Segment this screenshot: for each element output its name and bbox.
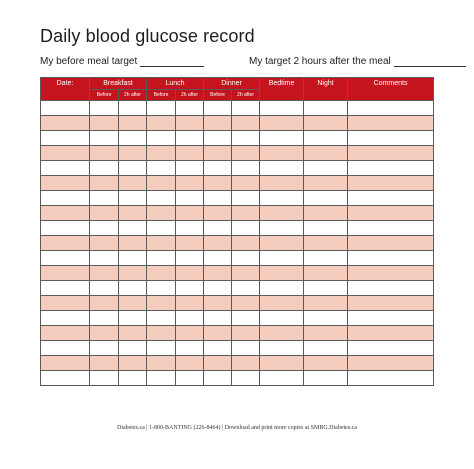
cell-bedtime[interactable] bbox=[260, 161, 304, 176]
cell-night[interactable] bbox=[304, 221, 348, 236]
cell-date[interactable] bbox=[41, 356, 90, 371]
header-comments: Comments bbox=[348, 78, 434, 101]
cell-lunch-before[interactable] bbox=[147, 191, 176, 206]
header-lunch: Lunch bbox=[147, 78, 204, 90]
cell-dinner-after[interactable] bbox=[232, 356, 260, 371]
cell-breakfast-after[interactable] bbox=[119, 191, 147, 206]
table-row bbox=[41, 326, 434, 341]
cell-bedtime[interactable] bbox=[260, 206, 304, 221]
cell-lunch-after[interactable] bbox=[176, 176, 204, 191]
cell-night[interactable] bbox=[304, 146, 348, 161]
cell-lunch-after[interactable] bbox=[176, 296, 204, 311]
cell-lunch-after[interactable] bbox=[176, 206, 204, 221]
cell-comments[interactable] bbox=[348, 131, 434, 146]
header-dinner: Dinner bbox=[204, 78, 260, 90]
cell-comments[interactable] bbox=[348, 176, 434, 191]
cell-bedtime[interactable] bbox=[260, 236, 304, 251]
cell-breakfast-before[interactable] bbox=[90, 146, 119, 161]
cell-dinner-after[interactable] bbox=[232, 236, 260, 251]
cell-breakfast-before[interactable] bbox=[90, 311, 119, 326]
cell-night[interactable] bbox=[304, 356, 348, 371]
cell-dinner-after[interactable] bbox=[232, 191, 260, 206]
cell-comments[interactable] bbox=[348, 191, 434, 206]
cell-breakfast-before[interactable] bbox=[90, 206, 119, 221]
table-row bbox=[41, 176, 434, 191]
cell-night[interactable] bbox=[304, 266, 348, 281]
cell-lunch-after[interactable] bbox=[176, 311, 204, 326]
cell-date[interactable] bbox=[41, 101, 90, 116]
cell-dinner-after[interactable] bbox=[232, 101, 260, 116]
cell-dinner-after[interactable] bbox=[232, 281, 260, 296]
cell-dinner-before[interactable] bbox=[204, 371, 232, 386]
cell-bedtime[interactable] bbox=[260, 296, 304, 311]
cell-breakfast-after[interactable] bbox=[119, 236, 147, 251]
cell-night[interactable] bbox=[304, 236, 348, 251]
cell-breakfast-before[interactable] bbox=[90, 326, 119, 341]
cell-comments[interactable] bbox=[348, 221, 434, 236]
cell-comments[interactable] bbox=[348, 341, 434, 356]
cell-night[interactable] bbox=[304, 371, 348, 386]
cell-lunch-before[interactable] bbox=[147, 221, 176, 236]
table-row bbox=[41, 131, 434, 146]
cell-lunch-after[interactable] bbox=[176, 236, 204, 251]
table-row bbox=[41, 191, 434, 206]
cell-bedtime[interactable] bbox=[260, 131, 304, 146]
cell-breakfast-after[interactable] bbox=[119, 206, 147, 221]
cell-breakfast-before[interactable] bbox=[90, 176, 119, 191]
cell-dinner-before[interactable] bbox=[204, 251, 232, 266]
before-meal-target bbox=[40, 56, 204, 67]
cell-dinner-after[interactable] bbox=[232, 326, 260, 341]
cell-dinner-before[interactable] bbox=[204, 131, 232, 146]
cell-date[interactable] bbox=[41, 206, 90, 221]
cell-dinner-before[interactable] bbox=[204, 206, 232, 221]
header-date: Date: bbox=[41, 78, 90, 101]
cell-bedtime[interactable] bbox=[260, 176, 304, 191]
cell-bedtime[interactable] bbox=[260, 116, 304, 131]
cell-breakfast-before[interactable] bbox=[90, 101, 119, 116]
subheader-lunch-after: 2h after bbox=[176, 90, 204, 101]
cell-lunch-after[interactable] bbox=[176, 266, 204, 281]
cell-date[interactable] bbox=[41, 161, 90, 176]
cell-breakfast-before[interactable] bbox=[90, 191, 119, 206]
cell-lunch-before[interactable] bbox=[147, 311, 176, 326]
cell-breakfast-after[interactable] bbox=[119, 326, 147, 341]
cell-dinner-after[interactable] bbox=[232, 116, 260, 131]
log-body bbox=[41, 101, 434, 386]
before-meal-target-label: My before meal target bbox=[40, 56, 138, 67]
cell-breakfast-after[interactable] bbox=[119, 251, 147, 266]
cell-lunch-before[interactable] bbox=[147, 206, 176, 221]
cell-night[interactable] bbox=[304, 176, 348, 191]
cell-dinner-before[interactable] bbox=[204, 236, 232, 251]
cell-date[interactable] bbox=[41, 266, 90, 281]
table-row bbox=[41, 116, 434, 131]
cell-night[interactable] bbox=[304, 206, 348, 221]
cell-dinner-before[interactable] bbox=[204, 356, 232, 371]
table-row bbox=[41, 251, 434, 266]
table-row bbox=[41, 281, 434, 296]
after-meal-target-label: My target 2 hours after the meal bbox=[249, 56, 391, 67]
cell-comments[interactable] bbox=[348, 296, 434, 311]
cell-lunch-after[interactable] bbox=[176, 371, 204, 386]
cell-dinner-before[interactable] bbox=[204, 266, 232, 281]
cell-dinner-after[interactable] bbox=[232, 266, 260, 281]
cell-dinner-after[interactable] bbox=[232, 311, 260, 326]
cell-lunch-before[interactable] bbox=[147, 356, 176, 371]
after-meal-target-blank[interactable] bbox=[394, 56, 466, 67]
cell-comments[interactable] bbox=[348, 266, 434, 281]
cell-date[interactable] bbox=[41, 221, 90, 236]
cell-lunch-before[interactable] bbox=[147, 266, 176, 281]
cell-comments[interactable] bbox=[348, 326, 434, 341]
cell-date[interactable] bbox=[41, 311, 90, 326]
cell-date[interactable] bbox=[41, 116, 90, 131]
cell-date[interactable] bbox=[41, 341, 90, 356]
cell-lunch-before[interactable] bbox=[147, 341, 176, 356]
cell-comments[interactable] bbox=[348, 116, 434, 131]
header-night: Night bbox=[304, 78, 348, 101]
cell-lunch-before[interactable] bbox=[147, 296, 176, 311]
cell-dinner-after[interactable] bbox=[232, 371, 260, 386]
cell-dinner-after[interactable] bbox=[232, 176, 260, 191]
cell-lunch-after[interactable] bbox=[176, 281, 204, 296]
cell-breakfast-after[interactable] bbox=[119, 281, 147, 296]
cell-comments[interactable] bbox=[348, 101, 434, 116]
cell-comments[interactable] bbox=[348, 311, 434, 326]
cell-bedtime[interactable] bbox=[260, 281, 304, 296]
cell-lunch-after[interactable] bbox=[176, 251, 204, 266]
subheader-dinner-after: 2h after bbox=[232, 90, 260, 101]
cell-breakfast-after[interactable] bbox=[119, 311, 147, 326]
cell-comments[interactable] bbox=[348, 236, 434, 251]
cell-bedtime[interactable] bbox=[260, 146, 304, 161]
cell-dinner-before[interactable] bbox=[204, 311, 232, 326]
cell-breakfast-before[interactable] bbox=[90, 266, 119, 281]
cell-lunch-before[interactable] bbox=[147, 101, 176, 116]
cell-bedtime[interactable] bbox=[260, 371, 304, 386]
table-row bbox=[41, 356, 434, 371]
table-row bbox=[41, 161, 434, 176]
cell-bedtime[interactable] bbox=[260, 356, 304, 371]
header-breakfast: Breakfast bbox=[90, 78, 147, 90]
cell-breakfast-before[interactable] bbox=[90, 161, 119, 176]
cell-night[interactable] bbox=[304, 296, 348, 311]
cell-night[interactable] bbox=[304, 161, 348, 176]
table-row bbox=[41, 371, 434, 386]
cell-comments[interactable] bbox=[348, 146, 434, 161]
cell-bedtime[interactable] bbox=[260, 326, 304, 341]
cell-dinner-before[interactable] bbox=[204, 116, 232, 131]
cell-lunch-before[interactable] bbox=[147, 326, 176, 341]
cell-dinner-before[interactable] bbox=[204, 281, 232, 296]
header-bedtime: Bedtime bbox=[260, 78, 304, 101]
cell-dinner-after[interactable] bbox=[232, 296, 260, 311]
before-meal-target-blank[interactable] bbox=[140, 56, 204, 67]
cell-lunch-after[interactable] bbox=[176, 191, 204, 206]
table-row bbox=[41, 206, 434, 221]
cell-breakfast-after[interactable] bbox=[119, 101, 147, 116]
cell-dinner-after[interactable] bbox=[232, 251, 260, 266]
after-meal-target bbox=[249, 56, 466, 67]
cell-lunch-before[interactable] bbox=[147, 251, 176, 266]
cell-breakfast-before[interactable] bbox=[90, 236, 119, 251]
cell-breakfast-before[interactable] bbox=[90, 116, 119, 131]
cell-breakfast-before[interactable] bbox=[90, 131, 119, 146]
cell-dinner-after[interactable] bbox=[232, 161, 260, 176]
cell-date[interactable] bbox=[41, 296, 90, 311]
cell-breakfast-after[interactable] bbox=[119, 296, 147, 311]
cell-breakfast-after[interactable] bbox=[119, 146, 147, 161]
cell-lunch-after[interactable] bbox=[176, 326, 204, 341]
cell-night[interactable] bbox=[304, 326, 348, 341]
cell-night[interactable] bbox=[304, 281, 348, 296]
subheader-lunch-before: Before bbox=[147, 90, 176, 101]
cell-bedtime[interactable] bbox=[260, 266, 304, 281]
cell-lunch-before[interactable] bbox=[147, 146, 176, 161]
cell-breakfast-before[interactable] bbox=[90, 221, 119, 236]
cell-bedtime[interactable] bbox=[260, 221, 304, 236]
cell-dinner-before[interactable] bbox=[204, 221, 232, 236]
cell-comments[interactable] bbox=[348, 251, 434, 266]
cell-dinner-after[interactable] bbox=[232, 146, 260, 161]
table-row bbox=[41, 266, 434, 281]
cell-night[interactable] bbox=[304, 191, 348, 206]
cell-night[interactable] bbox=[304, 131, 348, 146]
cell-lunch-before[interactable] bbox=[147, 116, 176, 131]
cell-dinner-after[interactable] bbox=[232, 131, 260, 146]
cell-breakfast-after[interactable] bbox=[119, 161, 147, 176]
cell-lunch-after[interactable] bbox=[176, 101, 204, 116]
cell-lunch-after[interactable] bbox=[176, 221, 204, 236]
cell-date[interactable] bbox=[41, 251, 90, 266]
cell-lunch-before[interactable] bbox=[147, 161, 176, 176]
cell-bedtime[interactable] bbox=[260, 101, 304, 116]
cell-breakfast-after[interactable] bbox=[119, 116, 147, 131]
cell-lunch-before[interactable] bbox=[147, 176, 176, 191]
cell-lunch-before[interactable] bbox=[147, 131, 176, 146]
cell-date[interactable] bbox=[41, 131, 90, 146]
cell-breakfast-before[interactable] bbox=[90, 341, 119, 356]
cell-lunch-after[interactable] bbox=[176, 341, 204, 356]
page-title: Daily blood glucose record bbox=[40, 26, 255, 46]
cell-comments[interactable] bbox=[348, 281, 434, 296]
cell-dinner-before[interactable] bbox=[204, 161, 232, 176]
cell-breakfast-before[interactable] bbox=[90, 296, 119, 311]
cell-lunch-after[interactable] bbox=[176, 356, 204, 371]
cell-breakfast-after[interactable] bbox=[119, 371, 147, 386]
cell-night[interactable] bbox=[304, 341, 348, 356]
cell-bedtime[interactable] bbox=[260, 311, 304, 326]
cell-breakfast-before[interactable] bbox=[90, 356, 119, 371]
cell-breakfast-after[interactable] bbox=[119, 356, 147, 371]
cell-date[interactable] bbox=[41, 326, 90, 341]
table-row bbox=[41, 236, 434, 251]
footer-note: Diabetes.ca | 1-800-BANTING (226-8464) | Download and print more copies at SMBG.Diabetes.ca bbox=[116, 425, 357, 431]
table-row bbox=[41, 101, 434, 116]
cell-night[interactable] bbox=[304, 251, 348, 266]
cell-comments[interactable] bbox=[348, 206, 434, 221]
cell-bedtime[interactable] bbox=[260, 251, 304, 266]
cell-dinner-before[interactable] bbox=[204, 146, 232, 161]
cell-dinner-before[interactable] bbox=[204, 341, 232, 356]
cell-date[interactable] bbox=[41, 176, 90, 191]
cell-night[interactable] bbox=[304, 101, 348, 116]
cell-breakfast-before[interactable] bbox=[90, 251, 119, 266]
cell-dinner-before[interactable] bbox=[204, 191, 232, 206]
cell-comments[interactable] bbox=[348, 356, 434, 371]
cell-dinner-after[interactable] bbox=[232, 341, 260, 356]
cell-night[interactable] bbox=[304, 311, 348, 326]
cell-date[interactable] bbox=[41, 191, 90, 206]
cell-night[interactable] bbox=[304, 116, 348, 131]
glucose-log-table bbox=[40, 77, 434, 386]
cell-lunch-before[interactable] bbox=[147, 371, 176, 386]
cell-lunch-before[interactable] bbox=[147, 281, 176, 296]
cell-lunch-after[interactable] bbox=[176, 161, 204, 176]
table-row bbox=[41, 296, 434, 311]
cell-lunch-after[interactable] bbox=[176, 116, 204, 131]
subheader-breakfast-before: Before bbox=[90, 90, 119, 101]
subheader-breakfast-after: 2h after bbox=[119, 90, 147, 101]
cell-dinner-after[interactable] bbox=[232, 206, 260, 221]
cell-dinner-before[interactable] bbox=[204, 176, 232, 191]
cell-breakfast-after[interactable] bbox=[119, 341, 147, 356]
table-row bbox=[41, 221, 434, 236]
cell-breakfast-before[interactable] bbox=[90, 371, 119, 386]
cell-dinner-after[interactable] bbox=[232, 221, 260, 236]
cell-date[interactable] bbox=[41, 281, 90, 296]
cell-date[interactable] bbox=[41, 236, 90, 251]
cell-lunch-after[interactable] bbox=[176, 131, 204, 146]
cell-dinner-before[interactable] bbox=[204, 326, 232, 341]
table-row bbox=[41, 311, 434, 326]
cell-bedtime[interactable] bbox=[260, 341, 304, 356]
cell-date[interactable] bbox=[41, 146, 90, 161]
cell-breakfast-after[interactable] bbox=[119, 176, 147, 191]
cell-dinner-before[interactable] bbox=[204, 296, 232, 311]
cell-bedtime[interactable] bbox=[260, 191, 304, 206]
cell-dinner-before[interactable] bbox=[204, 101, 232, 116]
cell-breakfast-after[interactable] bbox=[119, 266, 147, 281]
cell-lunch-after[interactable] bbox=[176, 146, 204, 161]
cell-comments[interactable] bbox=[348, 371, 434, 386]
cell-lunch-before[interactable] bbox=[147, 236, 176, 251]
table-row bbox=[41, 146, 434, 161]
cell-comments[interactable] bbox=[348, 161, 434, 176]
cell-date[interactable] bbox=[41, 371, 90, 386]
subheader-dinner-before: Before bbox=[204, 90, 232, 101]
cell-breakfast-after[interactable] bbox=[119, 221, 147, 236]
table-row bbox=[41, 341, 434, 356]
cell-breakfast-before[interactable] bbox=[90, 281, 119, 296]
cell-breakfast-after[interactable] bbox=[119, 131, 147, 146]
